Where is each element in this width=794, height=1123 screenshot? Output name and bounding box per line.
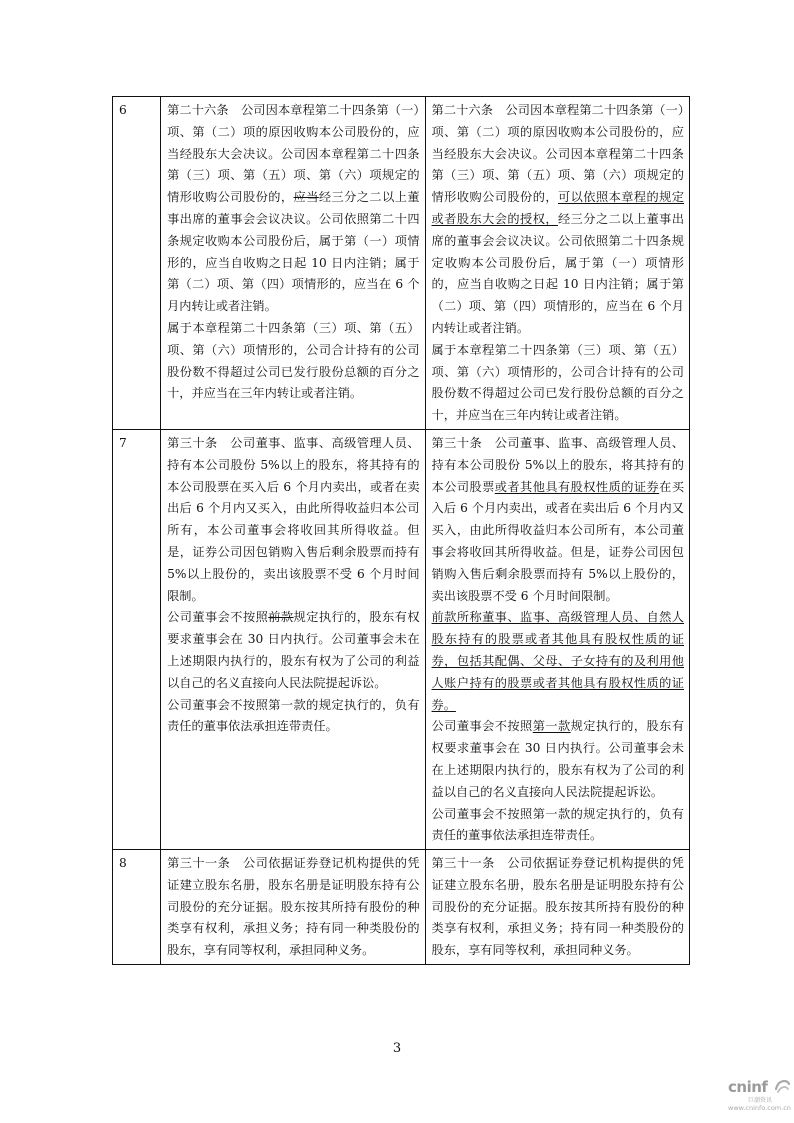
clause-text: 属于本章程第二十四条第（三）项、第（五）项、第（六）项情形的，公司合计持有的公司股份数不得超过公司已发行股份总额的百分之十，并应当在三年内转让或者注销。 <box>167 320 420 401</box>
clause-text: 在买入后 6 个月内卖出，或者在卖出后 6 个月内又买入，由此所得收益归本公司所有，本公司董事会将收回其所得收益。但是，证券公司因包销购入售后剩余股票而持有 5%以上股份的，卖出该股票不受 6 个月时间限制。 <box>431 479 685 603</box>
inserted-text: 前款所称董事、监事、高级管理人员、自然人股东持有的股票或者其他具有股权性质的证券，包括其配偶、父母、子女持有的及利用他人账户持有的股票或者其他具有股权性质的证券。 <box>431 610 684 712</box>
clause-text: 第三十一条 公司依据证券登记机构提供的凭证建立股东名册，股东名册是证明股东持有公司股份的充分证据。股东按其所持有股份的种类享有权利，承担义务；持有同一种类股份的股东，享有同等权利，承担同种义务。 <box>167 856 420 958</box>
clause-text: 公司董事会不按照 <box>431 719 533 734</box>
logo-url: www.cninfo.com.cn <box>728 1104 791 1112</box>
clause-text: 规定执行的，股东有权要求董事会在 30 日内执行。公司董事会未在上述期限内执行的，股东有权为了公司的利益以自己的名义直接向人民法院提起诉讼。 <box>167 610 420 690</box>
original-clause-cell <box>161 850 425 965</box>
row-number-cell: 7 <box>113 429 161 849</box>
clause-paragraph <box>167 100 419 318</box>
revised-clause-cell <box>425 97 689 430</box>
clause-text: 第三十条 公司董事、监事、高级管理人员、持有本公司股份 5%以上的股东，将其持有的本公司股票在买入后 6 个月内卖出，或者在卖出后 6 个月内又买入，由此所得收益归本公司所有，本公司董事会将收回其所得收益。但是，证券公司因包销购入售后剩余股票而持有 5%以上股份的，卖出该股票不受 6 个月时间限制。 <box>167 435 420 603</box>
clause-paragraph <box>432 100 684 340</box>
row-number-cell: 6 <box>113 97 161 430</box>
original-clause-cell <box>161 97 425 430</box>
page-number: 3 <box>392 1041 402 1056</box>
table-row <box>113 97 690 430</box>
clause-paragraph <box>432 607 684 716</box>
clause-text: 第三十一条 公司依据证券登记机构提供的凭证建立股东名册，股东名册是证明股东持有公司股份的充分证据。股东按其所持有股份的种类享有权利，承担义务；持有同一种类股份的股东，享有同等权利，承担同种义务。 <box>431 856 684 958</box>
clause-paragraph <box>167 318 419 405</box>
table-row <box>113 850 690 965</box>
original-clause-cell <box>161 429 425 849</box>
clause-text: 公司董事会不按照第一款的规定执行的，负有责任的董事依法承担连带责任。 <box>167 697 420 734</box>
clause-text: 公司董事会不按照 <box>167 610 269 625</box>
clause-text: 第二十六条 公司因本章程第二十四条第（一）项、第（二）项的原因收购本公司股份的，应当经股东大会决议。公司因本章程第二十四条第（三）项、第（五）项、第（六）项规定的情形收购公司股份的， <box>167 103 420 205</box>
logo-subtitle: 巨潮资讯 <box>748 1097 773 1104</box>
clause-paragraph <box>432 853 684 962</box>
clause-paragraph <box>167 607 419 694</box>
clause-text: 规定执行的，股东有权要求董事会在 30 日内执行。公司董事会未在上述期限内执行的，股东有权为了公司的利益以自己的名义直接向人民法院提起诉讼。 <box>431 719 685 799</box>
clause-text: 属于本章程第二十四条第（三）项、第（五）项、第（六）项情形的，公司合计持有的公司股份数不得超过公司已发行股份总额的百分之十，并应当在三年内转让或者注销。 <box>431 342 684 423</box>
clause-paragraph <box>432 716 684 803</box>
clause-text: 第三十条 公司董事、监事、高级管理人员、持有本公司股份 5%以上的股东，将其持有的本公司股票 <box>431 435 684 494</box>
clause-text: 经三分之二以上董事出席的董事会会议决议。公司依照第二十四条规定收购本公司股份后，属于第（一）项情形的，应当自收购之日起 10 日内注销；属于第（二）项、第（四）项情形的，应当在 6 个月内转让或者注销。 <box>167 190 420 314</box>
amendment-table <box>112 96 690 965</box>
inserted-text: 第一款 <box>532 719 571 734</box>
logo-brand: cninf <box>728 1078 768 1096</box>
clause-paragraph <box>432 433 684 607</box>
clause-paragraph <box>167 433 419 607</box>
clause-text: 第二十六条 公司因本章程第二十四条第（一）项、第（二）项的原因收购本公司股份的，应当经股东大会决议。公司因本章程第二十四条第（三）项、第（五）项、第（六）项规定的情形收购公司股份的， <box>431 103 684 205</box>
revised-clause-cell <box>425 429 689 849</box>
deleted-text: 应当 <box>293 190 319 205</box>
inserted-text: 或者其他具有股权性质的证券 <box>494 479 660 494</box>
clause-paragraph <box>167 695 419 739</box>
inserted-text: 可以依照本章程的规定或者股东大会的授权， <box>431 190 685 226</box>
clause-paragraph <box>432 804 684 848</box>
clause-paragraph <box>432 340 684 427</box>
deleted-text: 前款 <box>268 610 294 625</box>
row-number-cell: 8 <box>113 850 161 965</box>
revised-clause-cell <box>425 850 689 965</box>
swirl-logo-icon <box>772 1076 792 1096</box>
cninf-watermark-logo <box>728 1078 792 1112</box>
table-row <box>113 429 690 849</box>
clause-text: 经三分之二以上董事出席的董事会会议决议。公司依照第二十四条规定收购本公司股份后，属于第（一）项情形的，应当自收购之日起 10 日内注销；属于第（二）项、第（四）项情形的，应当在 6 个月内转让或者注销。 <box>431 211 685 335</box>
clause-text: 公司董事会不按照第一款的规定执行的，负有责任的董事依法承担连带责任。 <box>431 806 684 843</box>
clause-paragraph <box>167 853 419 962</box>
